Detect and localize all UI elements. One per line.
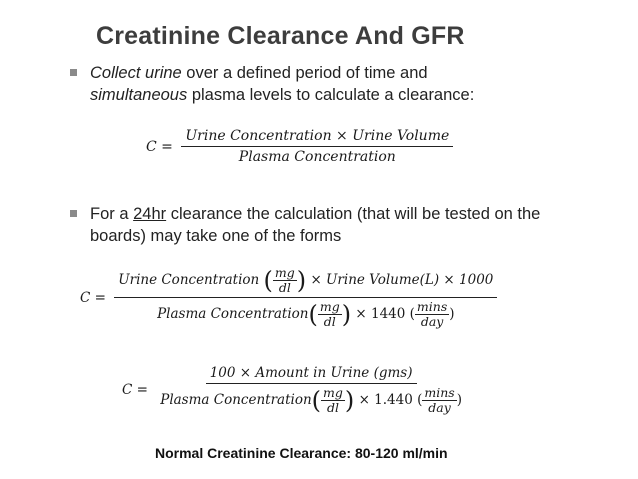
unit-numerator: mg <box>274 265 295 280</box>
clearance-formula-24hr-mg-dl <box>80 266 497 329</box>
formula1-denominator: Plasma Concentration <box>238 149 396 165</box>
formula1-fraction <box>181 128 453 165</box>
formula3-lhs: C = <box>122 382 148 398</box>
normal-clearance-footer: Normal Creatinine Clearance: 80-120 ml/min <box>155 445 448 461</box>
bullet1-italic-2: simultaneous <box>90 86 188 104</box>
formula2-den-unit-fraction <box>318 300 342 329</box>
unit-numerator: mg <box>319 299 340 314</box>
formula2-den-b: × 1440 ( <box>355 306 415 322</box>
formula2-num-a: Urine Concentration <box>118 272 260 288</box>
formula1-lhs: C = <box>146 138 173 155</box>
formula3-mins-day-fraction <box>422 386 456 415</box>
bullet1-text-1: over a defined period of time and <box>181 64 428 82</box>
formula3-den-a: Plasma Concentration <box>160 392 312 408</box>
formula2-denominator: Plasma Concentration( $\frac{mg}{dl}$ ) × 1440 ( $\frac{\min s}{\text{day}}$ ) <box>157 299 455 329</box>
bullet2-text-1: For a <box>90 205 134 223</box>
formula2-num-b: × Urine Volume(L) × 1000 <box>310 272 494 288</box>
formula1-numerator: Urine Concentration × Urine Volume <box>181 128 453 147</box>
formula3-unit-fraction <box>321 386 345 415</box>
bullet2-text-2: clearance the calculation (that will be tested on the boards) may take one of the forms <box>90 205 541 245</box>
clearance-formula-24hr-gms <box>122 365 466 415</box>
bullet2-underlined: 24hr <box>133 205 167 223</box>
formula2-mins-day-fraction <box>415 300 449 329</box>
formula2-lhs: C = <box>80 289 106 306</box>
formula3-den-b: × 1.440 ( <box>358 392 423 408</box>
formula3-numerator: 100 × Amount in Urine (gms) <box>206 365 417 384</box>
formula2-den-close: ) <box>449 306 455 322</box>
clearance-formula-basic <box>146 128 453 165</box>
unit-numerator: mg <box>323 385 343 400</box>
bullet-collect-urine <box>90 62 590 106</box>
square-bullet-icon <box>70 69 77 76</box>
formula2-unit-fraction <box>273 266 297 295</box>
square-bullet-icon <box>70 210 77 217</box>
bullet-24hr-clearance <box>90 203 590 247</box>
formula3-denominator: Plasma Concentration( $\frac{mg}{dl}$ ) × 1.440 ( $\frac{\min s}{\text{day}}$ ) <box>160 385 462 415</box>
day-denominator: day <box>420 314 444 329</box>
formula2-numerator: Urine Concentration ( $\frac{mg}{dl}$ ) × Urine Volume(L) × 1000 <box>114 266 497 298</box>
mins-numerator: mins <box>416 299 448 314</box>
formula2-den-a: Plasma Concentration <box>157 306 309 322</box>
formula2-fraction <box>114 266 497 329</box>
bullet1-text-2: plasma levels to calculate a clearance: <box>187 86 475 104</box>
bullet1-italic-1: Collect urine <box>90 64 182 82</box>
mins-numerator: mins <box>424 385 455 400</box>
day-denominator: day <box>428 400 451 415</box>
slide-title: Creatinine Clearance And GFR <box>96 22 465 50</box>
unit-denominator: dl <box>278 280 291 295</box>
unit-denominator: dl <box>326 400 339 415</box>
formula3-fraction <box>156 365 466 415</box>
unit-denominator: dl <box>323 314 336 329</box>
formula3-den-close: ) <box>456 392 462 408</box>
